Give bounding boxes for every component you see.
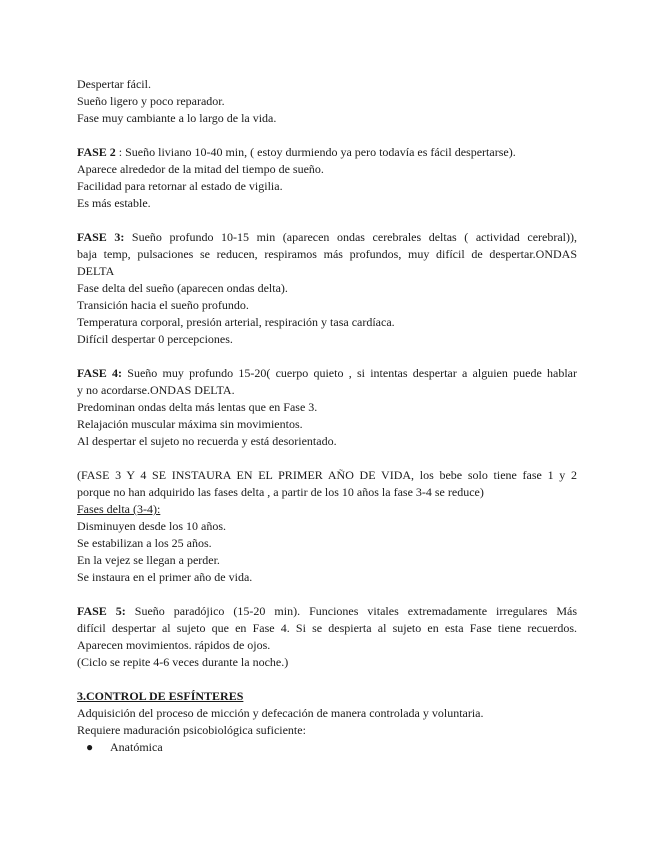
fase5-text: Sueño paradójico (15-20 min). Funciones vitales extremadamente irregulares Más: [125, 604, 577, 618]
fases-delta-line: Se instaura en el primer año de vida.: [77, 570, 253, 584]
list-item: [77, 739, 577, 756]
fase5-line: Aparecen movimientos. rápidos de ojos.: [77, 638, 271, 652]
fase3-line: Difícil despertar 0 percepciones.: [77, 332, 233, 346]
nota-line: porque no han adquirido las fases delta , a partir de los 10 años la fase 3-4 se reduce): [77, 485, 484, 499]
fase5-label: FASE 5:: [77, 604, 126, 618]
intro-line: Sueño ligero y poco reparador.: [77, 94, 225, 108]
intro-line: Despertar fácil.: [77, 77, 151, 91]
control-line: Requiere maduración psicobiológica suficiente:: [77, 723, 306, 737]
fase2-line: Es más estable.: [77, 196, 151, 210]
fase2-label: FASE 2: [77, 145, 116, 159]
list-item-label: Anatómica: [110, 740, 163, 754]
fases-delta-subheading: Fases delta (3-4):: [77, 502, 161, 516]
fase2-text: : Sueño liviano 10-40 min, ( estoy durmiendo ya pero todavía es fácil despertarse).: [115, 145, 516, 159]
fase2-paragraph: [77, 144, 577, 161]
fase4-line: Relajación muscular máxima sin movimientos.: [77, 417, 303, 431]
fase4-label: FASE 4:: [77, 366, 123, 380]
fases-delta-line: Se estabilizan a los 25 años.: [77, 536, 212, 550]
section-heading: 3.CONTROL DE ESFÍNTERES: [77, 689, 244, 703]
fase3-paragraph: [77, 229, 577, 246]
intro-line: Fase muy cambiante a lo largo de la vida.: [77, 111, 277, 125]
fase3-line: Fase delta del sueño (aparecen ondas delta).: [77, 281, 288, 295]
fase3-text-line: DELTA: [77, 264, 115, 278]
fase3-text-line: baja temp, pulsaciones se reducen, respiramos más profundos, muy difícil de despertar.ONDAS: [77, 247, 577, 261]
nota-line: (FASE 3 Y 4 SE INSTAURA EN EL PRIMER AÑO DE VIDA, los bebe solo tiene fase 1 y 2: [77, 468, 577, 482]
fase4-text: Sueño muy profundo 15-20( cuerpo quieto , si intentas despertar a alguien puede hablar: [122, 366, 578, 380]
fase4-paragraph: [77, 365, 577, 382]
fase3-text: Sueño profundo 10-15 min (aparecen ondas cerebrales deltas ( actividad cerebral)),: [124, 230, 577, 244]
fase3-label: FASE 3:: [77, 230, 125, 244]
fase4-text-line: y no acordarse.ONDAS DELTA.: [77, 383, 235, 397]
fase2-line: Facilidad para retornar al estado de vigilia.: [77, 179, 283, 193]
fase3-line: Transición hacia el sueño profundo.: [77, 298, 249, 312]
fase5-text-line: difícil despertar al sujeto que en Fase 4. Si se despierta al sujeto en esta Fase tiene recuerdos.: [77, 621, 577, 635]
fases-delta-line: En la vejez se llegan a perder.: [77, 553, 220, 567]
fase5-paragraph: [77, 603, 577, 620]
document-body: [77, 76, 577, 756]
bullet-icon: ●: [86, 740, 94, 754]
fases-delta-line: Disminuyen desde los 10 años.: [77, 519, 226, 533]
fase4-line: Al despertar el sujeto no recuerda y está desorientado.: [77, 434, 337, 448]
fase2-line: Aparece alrededor de la mitad del tiempo de sueño.: [77, 162, 324, 176]
control-line: Adquisición del proceso de micción y defecación de manera controlada y voluntaria.: [77, 706, 484, 720]
fase5-line: (Ciclo se repite 4-6 veces durante la noche.): [77, 655, 289, 669]
fase3-line: Temperatura corporal, presión arterial, respiración y tasa cardíaca.: [77, 315, 395, 329]
fase4-line: Predominan ondas delta más lentas que en Fase 3.: [77, 400, 318, 414]
